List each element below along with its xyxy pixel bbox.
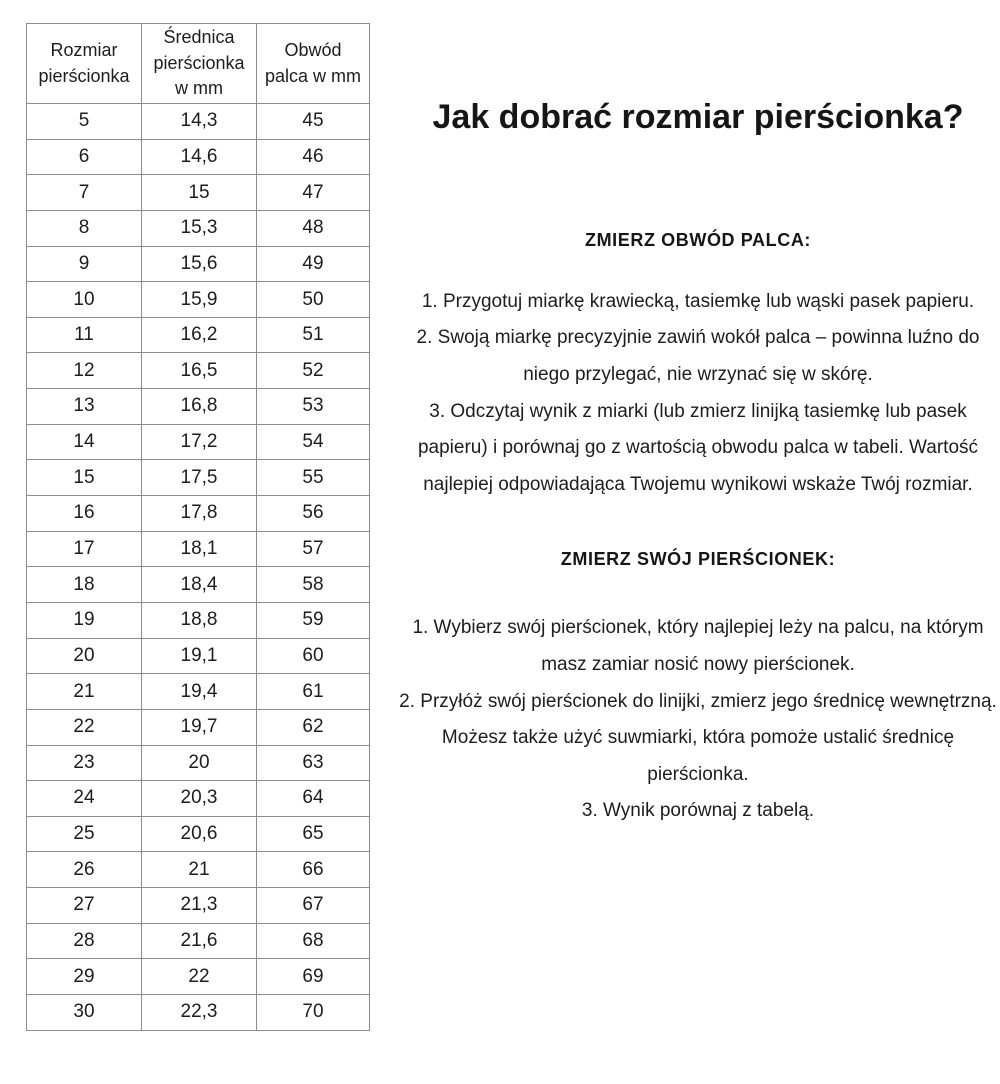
ring-diameter-cell: 17,2 <box>142 424 257 460</box>
ring-size-cell: 27 <box>27 888 142 924</box>
table-row <box>27 816 370 852</box>
measure-finger-steps <box>398 284 998 504</box>
ring-size-cell: 29 <box>27 959 142 995</box>
ring-diameter-cell: 15,6 <box>142 246 257 282</box>
table-row <box>27 888 370 924</box>
ring-diameter-cell: 15,9 <box>142 282 257 318</box>
table-row <box>27 317 370 353</box>
ring-diameter-cell: 14,6 <box>142 139 257 175</box>
ring-diameter-cell: 19,4 <box>142 674 257 710</box>
ring-size-cell: 30 <box>27 995 142 1031</box>
step-item: 1. Wybierz swój pierścionek, który najlepiej leży na palcu, na którym masz zamiar nosić nowy pierścionek. <box>412 617 984 675</box>
ring-diameter-cell: 16,8 <box>142 389 257 425</box>
table-row <box>27 959 370 995</box>
finger-circumference-cell: 66 <box>257 852 370 888</box>
table-row <box>27 389 370 425</box>
ring-size-cell: 10 <box>27 282 142 318</box>
ring-diameter-cell: 18,1 <box>142 531 257 567</box>
ring-diameter-cell: 18,4 <box>142 567 257 603</box>
finger-circumference-cell: 61 <box>257 674 370 710</box>
finger-circumference-cell: 54 <box>257 424 370 460</box>
table-row <box>27 282 370 318</box>
measure-ring-steps <box>398 610 998 830</box>
table-row <box>27 923 370 959</box>
ring-size-cell: 9 <box>27 246 142 282</box>
finger-circumference-cell: 60 <box>257 638 370 674</box>
finger-circumference-cell: 55 <box>257 460 370 496</box>
table-row <box>27 175 370 211</box>
ring-diameter-cell: 20,6 <box>142 816 257 852</box>
finger-circumference-cell: 46 <box>257 139 370 175</box>
step-item: 2. Swoją miarkę precyzyjnie zawiń wokół palca – powinna luźno do niego przylegać, nie wrzynać się w skórę. <box>416 327 980 385</box>
finger-circumference-cell: 67 <box>257 888 370 924</box>
finger-circumference-cell: 45 <box>257 104 370 140</box>
ring-size-cell: 18 <box>27 567 142 603</box>
ring-diameter-cell: 19,7 <box>142 709 257 745</box>
ring-size-cell: 13 <box>27 389 142 425</box>
ring-diameter-cell: 15,3 <box>142 210 257 246</box>
table-row <box>27 531 370 567</box>
table-row <box>27 745 370 781</box>
finger-circumference-cell: 57 <box>257 531 370 567</box>
page-title: Jak dobrać rozmiar pierścionka? <box>432 98 964 136</box>
ring-diameter-cell: 22,3 <box>142 995 257 1031</box>
ring-diameter-cell: 17,8 <box>142 496 257 532</box>
table-row <box>27 781 370 817</box>
finger-circumference-cell: 59 <box>257 602 370 638</box>
ring-diameter-cell: 18,8 <box>142 602 257 638</box>
finger-circumference-cell: 52 <box>257 353 370 389</box>
table-row <box>27 852 370 888</box>
step-item: 3. Wynik porównaj z tabelą. <box>581 800 815 822</box>
ring-size-cell: 24 <box>27 781 142 817</box>
finger-circumference-cell: 58 <box>257 567 370 603</box>
ring-size-cell: 22 <box>27 709 142 745</box>
ring-diameter-cell: 20,3 <box>142 781 257 817</box>
table-row <box>27 210 370 246</box>
ring-diameter-cell: 20 <box>142 745 257 781</box>
ring-diameter-cell: 19,1 <box>142 638 257 674</box>
step-item: 1. Przygotuj miarkę krawiecką, tasiemkę lub wąski pasek papieru. <box>421 290 975 312</box>
table-row <box>27 104 370 140</box>
header-finger-circumference: Obwód palca w mm <box>257 24 370 104</box>
finger-circumference-cell: 47 <box>257 175 370 211</box>
table-row <box>27 246 370 282</box>
finger-circumference-cell: 56 <box>257 496 370 532</box>
table-row <box>27 353 370 389</box>
ring-size-cell: 28 <box>27 923 142 959</box>
header-ring-size: Rozmiar pierścionka <box>27 24 142 104</box>
table-row <box>27 139 370 175</box>
finger-circumference-cell: 70 <box>257 995 370 1031</box>
section-heading-measure-finger: ZMIERZ OBWÓD PALCA: <box>584 229 812 250</box>
table-row <box>27 602 370 638</box>
table-row <box>27 638 370 674</box>
table-row <box>27 709 370 745</box>
ring-size-cell: 25 <box>27 816 142 852</box>
table-row <box>27 424 370 460</box>
ring-diameter-cell: 14,3 <box>142 104 257 140</box>
table-row <box>27 995 370 1031</box>
ring-size-cell: 20 <box>27 638 142 674</box>
ring-diameter-cell: 22 <box>142 959 257 995</box>
ring-size-cell: 12 <box>27 353 142 389</box>
ring-size-cell: 7 <box>27 175 142 211</box>
ring-size-cell: 8 <box>27 210 142 246</box>
finger-circumference-cell: 53 <box>257 389 370 425</box>
ring-diameter-cell: 21 <box>142 852 257 888</box>
section-heading-measure-ring: ZMIERZ SWÓJ PIERŚCIONEK: <box>560 549 836 570</box>
ring-size-cell: 23 <box>27 745 142 781</box>
ring-diameter-cell: 16,5 <box>142 353 257 389</box>
sizing-guide <box>398 0 998 830</box>
ring-size-cell: 5 <box>27 104 142 140</box>
ring-diameter-cell: 15 <box>142 175 257 211</box>
ring-size-cell: 21 <box>27 674 142 710</box>
ring-size-cell: 19 <box>27 602 142 638</box>
step-item: 3. Odczytaj wynik z miarki (lub zmierz linijką tasiemkę lub pasek papieru) i porównaj go z wartością obwodu palca w tabeli. Wartość najlepiej odpowiadająca Twojemu wynikowi wskaże Twój rozmiar. <box>417 400 979 495</box>
ring-size-cell: 14 <box>27 424 142 460</box>
table-row <box>27 674 370 710</box>
table-row <box>27 496 370 532</box>
finger-circumference-cell: 63 <box>257 745 370 781</box>
ring-diameter-cell: 21,3 <box>142 888 257 924</box>
ring-size-cell: 11 <box>27 317 142 353</box>
ring-size-table <box>26 23 370 1031</box>
header-ring-diameter: Średnica pierścionka w mm <box>142 24 257 104</box>
finger-circumference-cell: 69 <box>257 959 370 995</box>
finger-circumference-cell: 65 <box>257 816 370 852</box>
ring-size-cell: 6 <box>27 139 142 175</box>
table-row <box>27 567 370 603</box>
ring-size-cell: 15 <box>27 460 142 496</box>
ring-size-cell: 26 <box>27 852 142 888</box>
finger-circumference-cell: 50 <box>257 282 370 318</box>
ring-size-cell: 17 <box>27 531 142 567</box>
ring-size-cell: 16 <box>27 496 142 532</box>
finger-circumference-cell: 68 <box>257 923 370 959</box>
ring-diameter-cell: 16,2 <box>142 317 257 353</box>
finger-circumference-cell: 48 <box>257 210 370 246</box>
ring-size-table-header <box>27 24 370 104</box>
ring-diameter-cell: 17,5 <box>142 460 257 496</box>
finger-circumference-cell: 51 <box>257 317 370 353</box>
finger-circumference-cell: 62 <box>257 709 370 745</box>
ring-size-table-body <box>27 104 370 1031</box>
table-row <box>27 460 370 496</box>
finger-circumference-cell: 49 <box>257 246 370 282</box>
step-item: 2. Przyłóż swój pierścionek do linijki, zmierz jego średnicę wewnętrzną. Możesz także użyć suwmiarki, która pomoże ustalić średnicę pierścionka. <box>399 690 997 785</box>
ring-diameter-cell: 21,6 <box>142 923 257 959</box>
header-row <box>27 24 370 104</box>
finger-circumference-cell: 64 <box>257 781 370 817</box>
